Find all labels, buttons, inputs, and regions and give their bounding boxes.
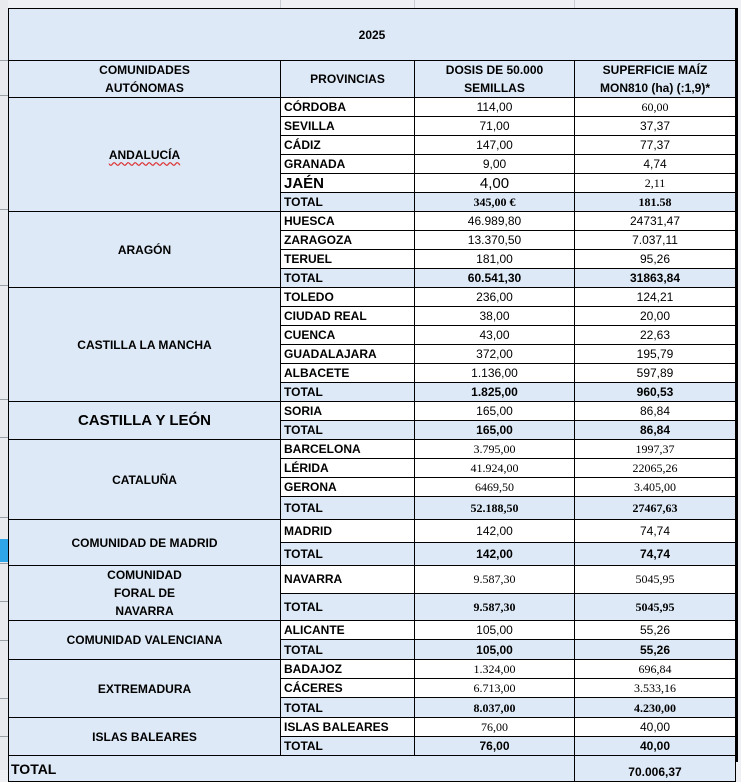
dosis-value[interactable]: 6469,50 [415, 478, 575, 497]
dosis-value[interactable]: 165,00 [415, 402, 575, 421]
row-header-strip[interactable] [0, 0, 8, 770]
superficie-value[interactable]: 86,84 [575, 402, 736, 421]
total-superficie[interactable]: 4.230,00 [575, 698, 736, 718]
province-name[interactable]: TERUEL [281, 250, 415, 269]
column-divider [414, 0, 415, 8]
province-name[interactable]: ZARAGOZA [281, 231, 415, 250]
community-cell[interactable] [9, 520, 281, 566]
superficie-value[interactable]: 22,63 [575, 326, 736, 345]
superficie-value[interactable]: 37,37 [575, 117, 736, 136]
community-name: CASTILLA LA MANCHA [77, 337, 212, 352]
province-name[interactable]: BARCELONA [281, 440, 415, 459]
table-row [9, 566, 736, 594]
table-row [9, 288, 736, 307]
total-label[interactable]: TOTAL [281, 737, 415, 756]
row-header-tick [0, 736, 8, 737]
superficie-value[interactable]: 195,79 [575, 345, 736, 364]
header-provincias: PROVINCIAS [281, 61, 415, 98]
superficie-value[interactable]: 60,00 [575, 98, 736, 117]
total-label[interactable]: TOTAL [281, 383, 415, 402]
total-dosis[interactable]: 8.037,00 [415, 698, 575, 718]
superficie-value[interactable]: 1997,37 [575, 440, 736, 459]
superficie-value[interactable]: 95,26 [575, 250, 736, 269]
total-dosis[interactable]: 9.587,30 [415, 593, 575, 621]
row-header-tick [0, 698, 8, 699]
community-cell[interactable] [9, 288, 281, 402]
superficie-value[interactable]: 124,21 [575, 288, 736, 307]
superficie-value[interactable]: 55,26 [575, 621, 736, 640]
province-name[interactable]: JAÉN [281, 174, 415, 193]
grand-total-label: TOTAL [9, 756, 575, 782]
header-dosis: DOSIS DE 50.000 SEMILLAS [415, 61, 575, 98]
community-name: ISLAS BALEARES [92, 729, 197, 744]
total-label[interactable]: TOTAL [281, 269, 415, 288]
superficie-value[interactable]: 7.037,11 [575, 231, 736, 250]
selected-row-indicator[interactable] [0, 539, 8, 562]
row-header-tick [0, 563, 8, 564]
total-label[interactable]: TOTAL [281, 193, 415, 212]
dosis-value[interactable]: 13.370,50 [415, 231, 575, 250]
table-row [9, 621, 736, 640]
dosis-value[interactable]: 43,00 [415, 326, 575, 345]
province-name[interactable]: BADAJOZ [281, 660, 415, 679]
superficie-value[interactable]: 40,00 [575, 718, 736, 737]
superficie-value[interactable]: 22065,26 [575, 459, 736, 478]
row-header-tick [0, 437, 8, 438]
community-name: COMUNIDAD FORAL DE NAVARRA [107, 568, 182, 618]
total-label[interactable]: TOTAL [281, 421, 415, 440]
superficie-value[interactable]: 5045,95 [575, 566, 736, 594]
superficie-value[interactable]: 2,11 [575, 174, 736, 193]
total-label[interactable]: TOTAL [281, 497, 415, 520]
province-name[interactable]: MADRID [281, 520, 415, 543]
province-name[interactable]: GRANADA [281, 155, 415, 174]
superficie-value[interactable]: 77,37 [575, 136, 736, 155]
community-name: COMUNIDAD DE MADRID [71, 535, 218, 550]
grand-total-value[interactable]: 70.006,37 [575, 756, 736, 782]
community-cell[interactable] [9, 660, 281, 718]
table-title: 2025 [9, 9, 736, 61]
community-name: CATALUÑA [112, 472, 177, 487]
total-dosis[interactable]: 142,00 [415, 543, 575, 566]
province-name[interactable]: SEVILLA [281, 117, 415, 136]
total-label[interactable]: TOTAL [281, 698, 415, 718]
dosis-value[interactable]: 147,00 [415, 136, 575, 155]
table-row [9, 402, 736, 421]
superficie-value[interactable]: 3.533,16 [575, 679, 736, 698]
total-superficie[interactable]: 74,74 [575, 543, 736, 566]
row-header-tick [0, 399, 8, 400]
header-comunidades: COMUNIDADES AUTÓNOMAS [9, 61, 281, 98]
row-header-tick [0, 95, 8, 96]
province-name[interactable]: GUADALAJARA [281, 345, 415, 364]
superficie-value[interactable]: 696,84 [575, 660, 736, 679]
province-name[interactable]: ALICANTE [281, 621, 415, 640]
dosis-value[interactable]: 142,00 [415, 520, 575, 543]
superficie-value[interactable]: 20,00 [575, 307, 736, 326]
superficie-value[interactable]: 3.405,00 [575, 478, 736, 497]
province-name[interactable]: CÓRDOBA [281, 98, 415, 117]
total-dosis[interactable]: 60.541,30 [415, 269, 575, 288]
dosis-value[interactable]: 1.136,00 [415, 364, 575, 383]
total-dosis[interactable]: 1.825,00 [415, 383, 575, 402]
community-cell[interactable] [9, 212, 281, 288]
total-label[interactable]: TOTAL [281, 543, 415, 566]
community-name: COMUNIDAD VALENCIANA [66, 633, 223, 647]
dosis-value[interactable]: 9.587,30 [415, 566, 575, 594]
superficie-value[interactable]: 74,74 [575, 520, 736, 543]
total-label[interactable]: TOTAL [281, 640, 415, 660]
total-superficie[interactable]: 27467,63 [575, 497, 736, 520]
table-row [9, 660, 736, 679]
row-header-tick [0, 60, 8, 61]
province-name[interactable]: LÉRIDA [281, 459, 415, 478]
superficie-value[interactable]: 24731,47 [575, 212, 736, 231]
dosis-value[interactable]: 6.713,00 [415, 679, 575, 698]
superficie-value[interactable]: 4,74 [575, 155, 736, 174]
row-header-tick [0, 640, 8, 641]
province-name[interactable]: NAVARRA [281, 566, 415, 594]
dosis-value[interactable]: 46.989,80 [415, 212, 575, 231]
total-superficie[interactable]: 40,00 [575, 737, 736, 756]
dosis-value[interactable]: 38,00 [415, 307, 575, 326]
header-superficie: SUPERFICIE MAÍZ MON810 (ha) (:1,9)* [575, 61, 736, 98]
table-row [9, 718, 736, 737]
province-name[interactable]: ALBACETE [281, 364, 415, 383]
dosis-value[interactable]: 236,00 [415, 288, 575, 307]
community-cell[interactable] [9, 718, 281, 756]
community-cell[interactable] [9, 440, 281, 520]
community-cell[interactable] [9, 621, 281, 660]
row-header-tick [0, 209, 8, 210]
table-row [9, 520, 736, 543]
grand-total-row [9, 756, 736, 782]
province-name[interactable]: ISLAS BALEARES [281, 718, 415, 737]
dosis-value[interactable]: 76,00 [415, 718, 575, 737]
dosis-value[interactable]: 4,00 [415, 174, 575, 193]
row-header-tick [0, 285, 8, 286]
total-superficie[interactable]: 181.58 [575, 193, 736, 212]
table-row [9, 440, 736, 459]
maize-table [8, 8, 736, 782]
dosis-value[interactable]: 71,00 [415, 117, 575, 136]
total-dosis[interactable]: 105,00 [415, 640, 575, 660]
total-superficie[interactable]: 5045,95 [575, 593, 736, 621]
column-divider [574, 0, 575, 8]
table-row [9, 212, 736, 231]
table-right-border [735, 8, 738, 762]
province-name[interactable]: CIUDAD REAL [281, 307, 415, 326]
community-cell[interactable] [9, 402, 281, 440]
superficie-value[interactable]: 597,89 [575, 364, 736, 383]
total-superficie[interactable]: 55,26 [575, 640, 736, 660]
community-name: ANDALUCÍA [108, 147, 181, 162]
province-name[interactable]: CUENCA [281, 326, 415, 345]
total-label[interactable]: TOTAL [281, 593, 415, 621]
community-cell[interactable] [9, 566, 281, 621]
total-dosis[interactable]: 165,00 [415, 421, 575, 440]
total-superficie[interactable]: 86,84 [575, 421, 736, 440]
province-name[interactable]: GERONA [281, 478, 415, 497]
province-name[interactable]: CÁDIZ [281, 136, 415, 155]
province-name[interactable]: TOLEDO [281, 288, 415, 307]
total-dosis[interactable]: 76,00 [415, 737, 575, 756]
community-name: EXTREMADURA [97, 681, 192, 696]
dosis-value[interactable]: 3.795,00 [415, 440, 575, 459]
total-dosis[interactable]: 345,00 € [415, 193, 575, 212]
row-header-tick [0, 517, 8, 518]
community-cell[interactable] [9, 98, 281, 212]
dosis-value[interactable]: 114,00 [415, 98, 575, 117]
dosis-value[interactable]: 105,00 [415, 621, 575, 640]
province-name[interactable]: CÁCERES [281, 679, 415, 698]
dosis-value[interactable]: 372,00 [415, 345, 575, 364]
community-name: CASTILLA Y LEÓN [77, 411, 212, 429]
community-name: ARAGÓN [117, 242, 172, 257]
row-header-tick [0, 601, 8, 602]
table-row [9, 98, 736, 117]
dosis-value[interactable]: 41.924,00 [415, 459, 575, 478]
column-divider [280, 0, 281, 8]
province-name[interactable]: HUESCA [281, 212, 415, 231]
total-superficie[interactable]: 31863,84 [575, 269, 736, 288]
dosis-value[interactable]: 1.324,00 [415, 660, 575, 679]
dosis-value[interactable]: 9,00 [415, 155, 575, 174]
total-dosis[interactable]: 52.188,50 [415, 497, 575, 520]
total-superficie[interactable]: 960,53 [575, 383, 736, 402]
province-name[interactable]: SORIA [281, 402, 415, 421]
dosis-value[interactable]: 181,00 [415, 250, 575, 269]
